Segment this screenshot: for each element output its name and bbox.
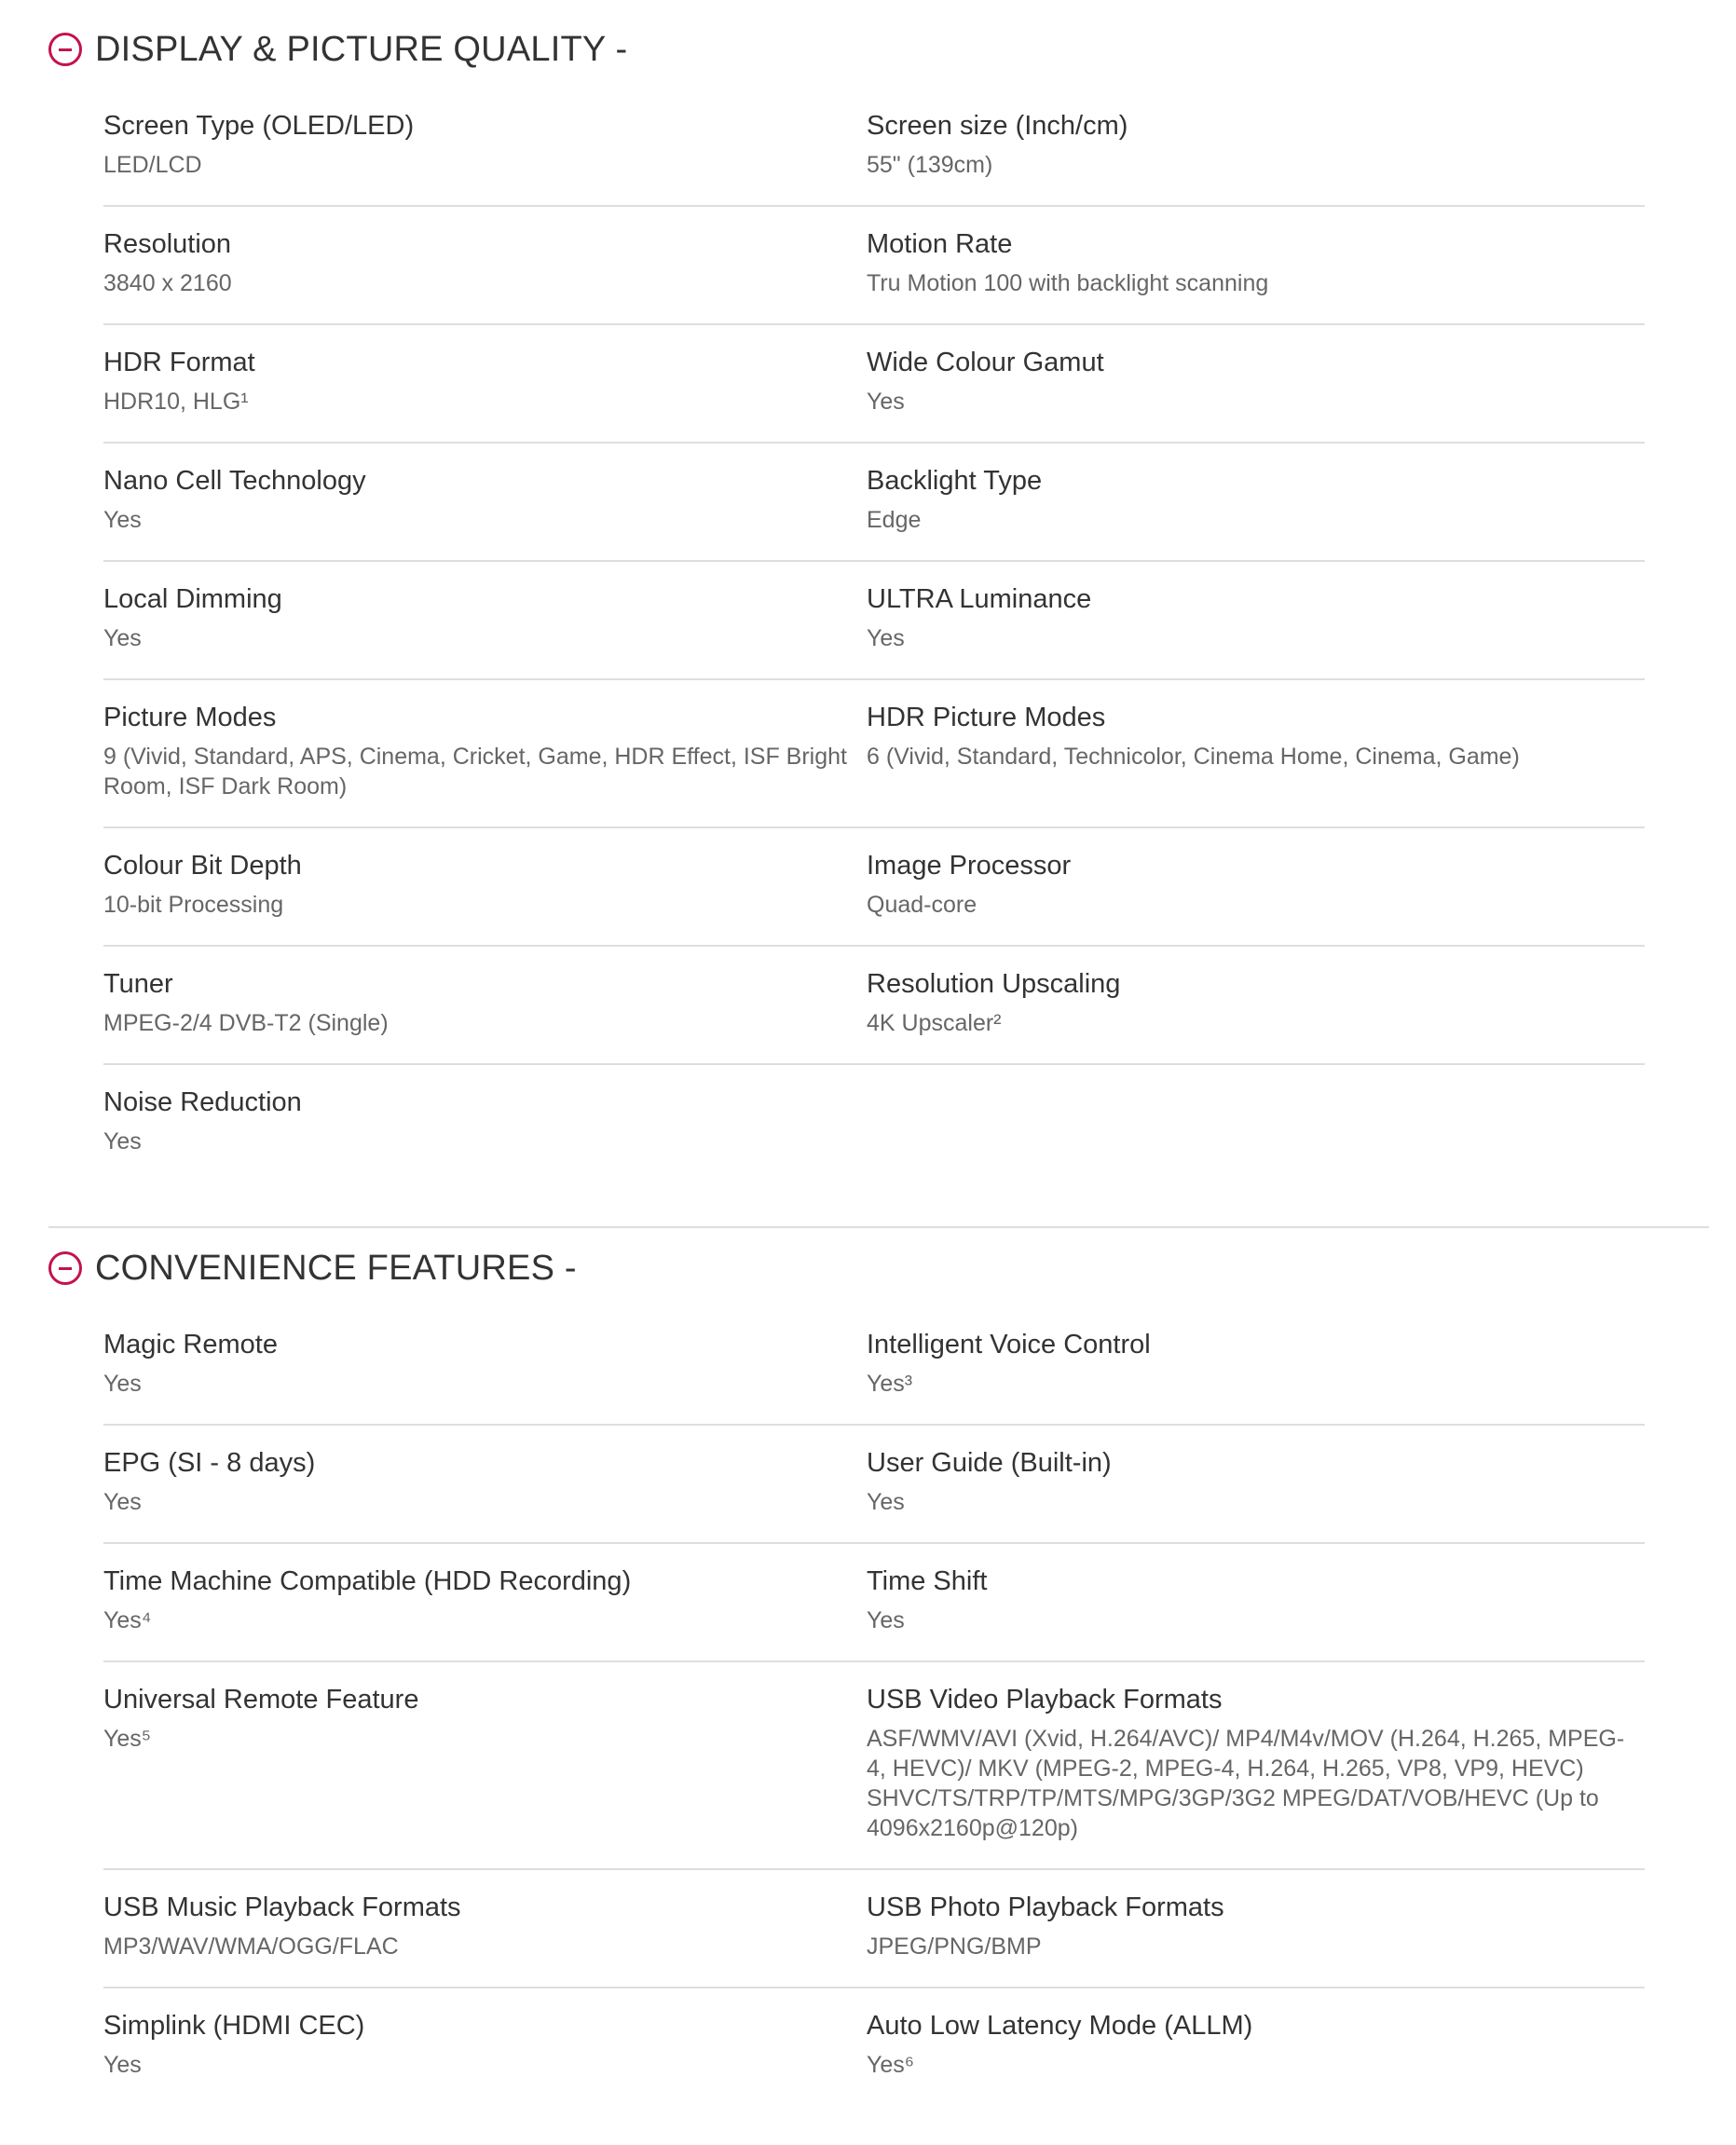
collapse-minus-icon[interactable] (48, 33, 82, 66)
spec-value: Yes (103, 1128, 142, 1154)
spec-label: Backlight Type (867, 466, 1043, 496)
spec-item (103, 1426, 867, 1544)
spec-item (867, 1988, 1645, 2105)
spec-label: Noise Reduction (103, 1087, 302, 1117)
spec-value: Yes (867, 625, 905, 651)
spec-label: Motion Rate (867, 229, 1013, 259)
spec-label: Time Shift (867, 1566, 988, 1596)
spec-item (867, 1870, 1645, 1988)
spec-label: HDR Picture Modes (867, 703, 1106, 732)
spec-label: Local Dimming (103, 584, 282, 614)
spec-label: Wide Colour Gamut (867, 348, 1104, 377)
spec-item (103, 1307, 867, 1426)
spec-label: Universal Remote Feature (103, 1685, 419, 1715)
spec-value: Yes⁶ (867, 2052, 915, 2078)
spec-item (867, 1426, 1645, 1544)
spec-label: EPG (SI - 8 days) (103, 1448, 316, 1478)
spec-value: Yes (103, 507, 142, 533)
spec-value: Yes³ (867, 1371, 913, 1397)
spec-item (867, 828, 1645, 947)
spec-value: HDR10, HLG¹ (103, 389, 249, 415)
spec-value: 9 (Vivid, Standard, APS, Cinema, Cricket, Game, HDR Effect, ISF Bright Room, ISF Dark Room) (103, 744, 847, 799)
spec-value: Yes (867, 389, 905, 415)
spec-label: Tuner (103, 969, 173, 999)
spec-label: Simplink (HDMI CEC) (103, 2011, 365, 2041)
spec-value: MPEG-2/4 DVB-T2 (Single) (103, 1010, 389, 1036)
spec-value: Yes (103, 2052, 142, 2078)
spec-label: Resolution Upscaling (867, 969, 1121, 999)
spec-value: JPEG/PNG/BMP (867, 1933, 1042, 1960)
spec-item (103, 1988, 867, 2105)
spec-value: ASF/WMV/AVI (Xvid, H.264/AVC)/ MP4/M4v/MOV (H.264, H.265, MPEG-4, HEVC)/ MKV (MPEG-2, MPEG-4, H.264, H.265, VP8, VP9, HEVC) SHVC/TS/TRP/TP/MTS/MPG/3GP/3G2 MPEG/DAT/VOB/HEVC (Up to 4096x2160p@120p) (867, 1726, 1625, 1841)
spec-value: Quad-core (867, 892, 977, 918)
spec-item (867, 1544, 1645, 1662)
spec-item (867, 325, 1645, 444)
section-divider (48, 1226, 1709, 1228)
spec-item (103, 444, 867, 562)
spec-item (103, 1065, 867, 1182)
spec-value: LED/LCD (103, 152, 202, 178)
spec-grid-display (103, 89, 1645, 1182)
spec-label: Intelligent Voice Control (867, 1330, 1151, 1359)
spec-label: USB Photo Playback Formats (867, 1892, 1224, 1922)
spec-value: 6 (Vivid, Standard, Technicolor, Cinema Home, Cinema, Game) (867, 744, 1520, 770)
spec-item (103, 680, 867, 828)
spec-item (867, 89, 1645, 207)
spec-label: Resolution (103, 229, 232, 259)
spec-label: Auto Low Latency Mode (ALLM) (867, 2011, 1253, 2041)
spec-value: Yes⁵ (103, 1726, 152, 1752)
spec-value: Yes (867, 1607, 905, 1633)
spec-label: USB Music Playback Formats (103, 1892, 461, 1922)
spec-label: Screen Type (OLED/LED) (103, 111, 415, 141)
spec-item (867, 947, 1645, 1065)
spec-label: Magic Remote (103, 1330, 278, 1359)
spec-value: Yes (103, 1489, 142, 1515)
spec-item (103, 207, 867, 325)
spec-label: USB Video Playback Formats (867, 1685, 1223, 1715)
spec-value: Edge (867, 507, 922, 533)
spec-item (867, 562, 1645, 680)
spec-value: Tru Motion 100 with backlight scanning (867, 270, 1269, 296)
spec-value: 4K Upscaler² (867, 1010, 1002, 1036)
spec-value: Yes⁴ (103, 1607, 152, 1633)
spec-grid-convenience (103, 1307, 1645, 2105)
spec-value: MP3/WAV/WMA/OGG/FLAC (103, 1933, 399, 1960)
spec-label: Picture Modes (103, 703, 277, 732)
spec-label: Image Processor (867, 851, 1072, 881)
spec-label: Screen size (Inch/cm) (867, 111, 1128, 141)
section-header-display[interactable] (48, 21, 627, 77)
spec-value: 55" (139cm) (867, 152, 993, 178)
section-title: CONVENIENCE FEATURES - (95, 1248, 577, 1288)
spec-value: Yes (103, 625, 142, 651)
spec-item (103, 1870, 867, 1988)
spec-item (103, 947, 867, 1065)
section-title: DISPLAY & PICTURE QUALITY - (95, 29, 628, 69)
spec-item (867, 1662, 1645, 1870)
spec-label: Colour Bit Depth (103, 851, 302, 881)
spec-item (103, 1662, 867, 1870)
spec-item (867, 444, 1645, 562)
collapse-minus-icon[interactable] (48, 1251, 82, 1285)
spec-label: Nano Cell Technology (103, 466, 366, 496)
spec-label: ULTRA Luminance (867, 584, 1092, 614)
section-header-convenience[interactable] (48, 1240, 577, 1296)
spec-item (867, 680, 1645, 828)
spec-item (103, 325, 867, 444)
spec-label: User Guide (Built-in) (867, 1448, 1112, 1478)
spec-label: HDR Format (103, 348, 255, 377)
spec-value: Yes (103, 1371, 142, 1397)
spec-value: 10-bit Processing (103, 892, 284, 918)
spec-label: Time Machine Compatible (HDD Recording) (103, 1566, 632, 1596)
spec-item (867, 207, 1645, 325)
spec-item (103, 562, 867, 680)
spec-item (867, 1307, 1645, 1426)
spec-item (103, 1544, 867, 1662)
spec-item (103, 828, 867, 947)
spec-item (103, 89, 867, 207)
spec-value: Yes (867, 1489, 905, 1515)
spec-value: 3840 x 2160 (103, 270, 232, 296)
